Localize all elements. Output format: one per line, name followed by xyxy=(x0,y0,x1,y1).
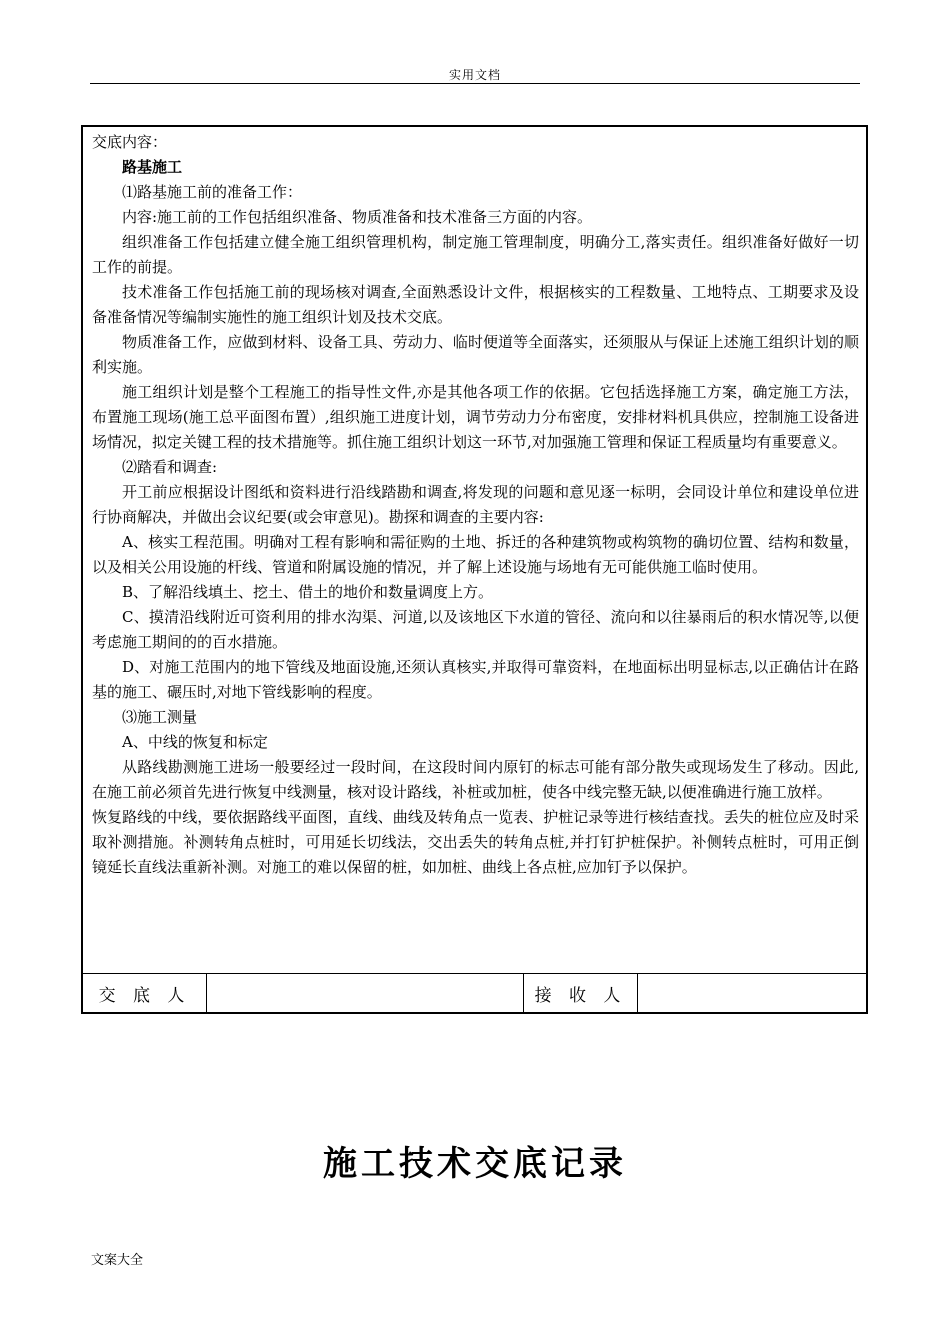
page-header: 实用文档 xyxy=(448,68,501,82)
signature-row xyxy=(83,973,866,1012)
receiver-label: 接 收 人 xyxy=(523,974,637,1012)
header-divider xyxy=(90,83,860,84)
content-paragraph: ⑶施工测量 xyxy=(122,708,198,726)
document-title: 施工技术交底记录 xyxy=(323,1144,627,1184)
giver-label: 交 底 人 xyxy=(98,985,191,1006)
content-paragraph: A、中线的恢复和标定 xyxy=(122,733,268,751)
receiver-signature-field[interactable] xyxy=(637,974,866,1012)
content-label: 交底内容： xyxy=(92,133,168,151)
page-footer: 文案大全 xyxy=(91,1253,144,1268)
giver-signature-field[interactable] xyxy=(206,974,523,1012)
content-paragraph: ⑵踏看和调查: xyxy=(122,458,218,476)
content-paragraph: D、对施工范围内的地下管线及地面设施,还须认真核实,并取得可靠资料，在地面标出明显标志,以正确估计在路基的施工、碾压时,对地下管线影响的程度。 xyxy=(92,658,859,701)
content-paragraph: 开工前应根据设计图纸和资料进行沿线踏勘和调查,将发现的问题和意见逐一标明，会同设计单位和建设单位进行协商解决，并做出会议纪要(或会审意见)。勘探和调查的主要内容: xyxy=(92,483,859,526)
content-paragraph-final: 恢复路线的中线，要依据路线平面图，直线、曲线及转角点一览表、护桩记录等进行核结查找。丢失的桩位应及时采取补测措施。补测转角点桩时，可用延长切线法，交出丢失的转角点桩,并打钉护桩保护。补侧转点桩时，可用正倒镜延长直线法重新补测。对施工的难以保留的桩，如加桩、曲线上各点桩,应加钉予以保护。 xyxy=(92,808,859,876)
content-paragraph: 技术准备工作包括施工前的现场核对调查,全面熟悉设计文件，根据核实的工程数量、工地特点、工期要求及设备准备情况等编制实施性的施工组织计划及技术交底。 xyxy=(92,283,859,326)
content-paragraph: ⑴路基施工前的准备工作： xyxy=(122,183,303,201)
disclosure-record-table xyxy=(81,125,868,1014)
content-paragraph: B、了解沿线填土、挖土、借土的地价和数量调度上方。 xyxy=(122,583,494,601)
disclosure-content-cell xyxy=(83,127,866,973)
content-paragraph: 施工组织计划是整个工程施工的指导性文件,亦是其他各项工作的依据。它包括选择施工方案，确定施工方法，布置施工现场(施工总平面图布置）,组织施工进度计划，调节劳动力分布密度，安排材料机具供应，控制施工设备进场情况，拟定关键工程的技术措施等。抓住施工组织计划这一环节,对加强施工管理和保证工程质量均有重要意义。 xyxy=(92,383,859,451)
content-paragraph: 内容:施工前的工作包括组织准备、物质准备和技术准备三方面的内容。 xyxy=(122,208,593,226)
content-paragraph: C、摸清沿线附近可资利用的排水沟渠、河道,以及该地区下水道的管径、流向和以往暴雨后的积水情况等,以便考虑施工期间的的百水措施。 xyxy=(92,608,859,651)
content-paragraph: 物质准备工作，应做到材料、设备工具、劳动力、临时便道等全面落实，还须服从与保证上述施工组织计划的顺利实施。 xyxy=(92,333,859,376)
content-paragraph: 从路线勘测施工进场一般要经过一段时间，在这段时间内原钉的标志可能有部分散失或现场发生了移动。因此,在施工前必须首先进行恢复中线测量，核对设计路线，补桩或加桩，使各中线完整无缺,以便准确进行施工放样。 xyxy=(92,758,859,801)
content-paragraph: 组织准备工作包括建立健全施工组织管理机构，制定施工管理制度，明确分工,落实责任。组织准备好做好一切工作的前提。 xyxy=(92,233,859,276)
section-title: 路基施工 xyxy=(122,158,183,176)
content-paragraph: A、核实工程范围。明确对工程有影响和需征购的土地、拆迁的各种建筑物或构筑物的确切位置、结构和数量，以及相关公用设施的杆线、管道和附属设施的情况，并了解上述设施与场地有无可能供施工临时使用。 xyxy=(92,533,859,576)
